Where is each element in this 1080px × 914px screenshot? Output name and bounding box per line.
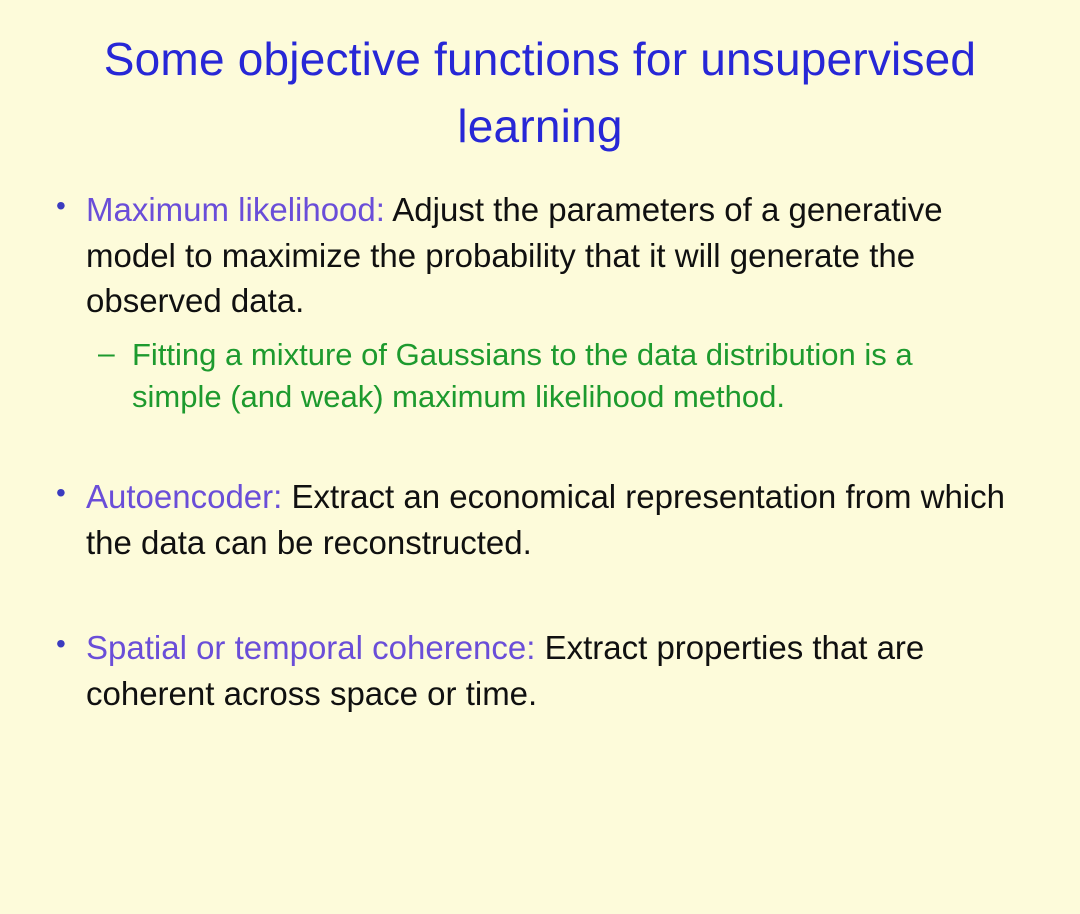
bullet-body: Adjust the parameters of a generative model to maximize the probability that it will generate the observed data. [86, 191, 943, 320]
page-title: Some objective functions for unsupervised learning [103, 33, 977, 152]
bullet-body: Extract an economical representation from which the data can be reconstructed. [86, 478, 1005, 561]
bullet-content [86, 625, 1040, 716]
list-item [40, 187, 1040, 324]
bullet-content [86, 187, 1040, 324]
bullet-body: Extract properties that are coherent across space or time. [86, 629, 925, 712]
sub-bullet-marker: – [98, 336, 115, 370]
bullet-marker: • [56, 477, 66, 509]
bullet-content [86, 474, 1040, 565]
bullet-marker: • [56, 190, 66, 222]
sub-list-item [98, 334, 1040, 418]
list-item [40, 625, 1040, 716]
bullet-lead-in: Spatial or temporal coherence: [86, 629, 536, 667]
slide-body [0, 159, 1080, 716]
spacer [40, 575, 1040, 625]
bullet-lead-in: Autoencoder: [86, 478, 283, 516]
sub-bullet-content: Fitting a mixture of Gaussians to the data distribution is a simple (and weak) maximum likelihood method. [132, 336, 913, 415]
bullet-marker: • [56, 628, 66, 660]
bullet-lead-in: Maximum likelihood: [86, 191, 385, 229]
spacer [40, 418, 1040, 474]
list-item [40, 474, 1040, 565]
